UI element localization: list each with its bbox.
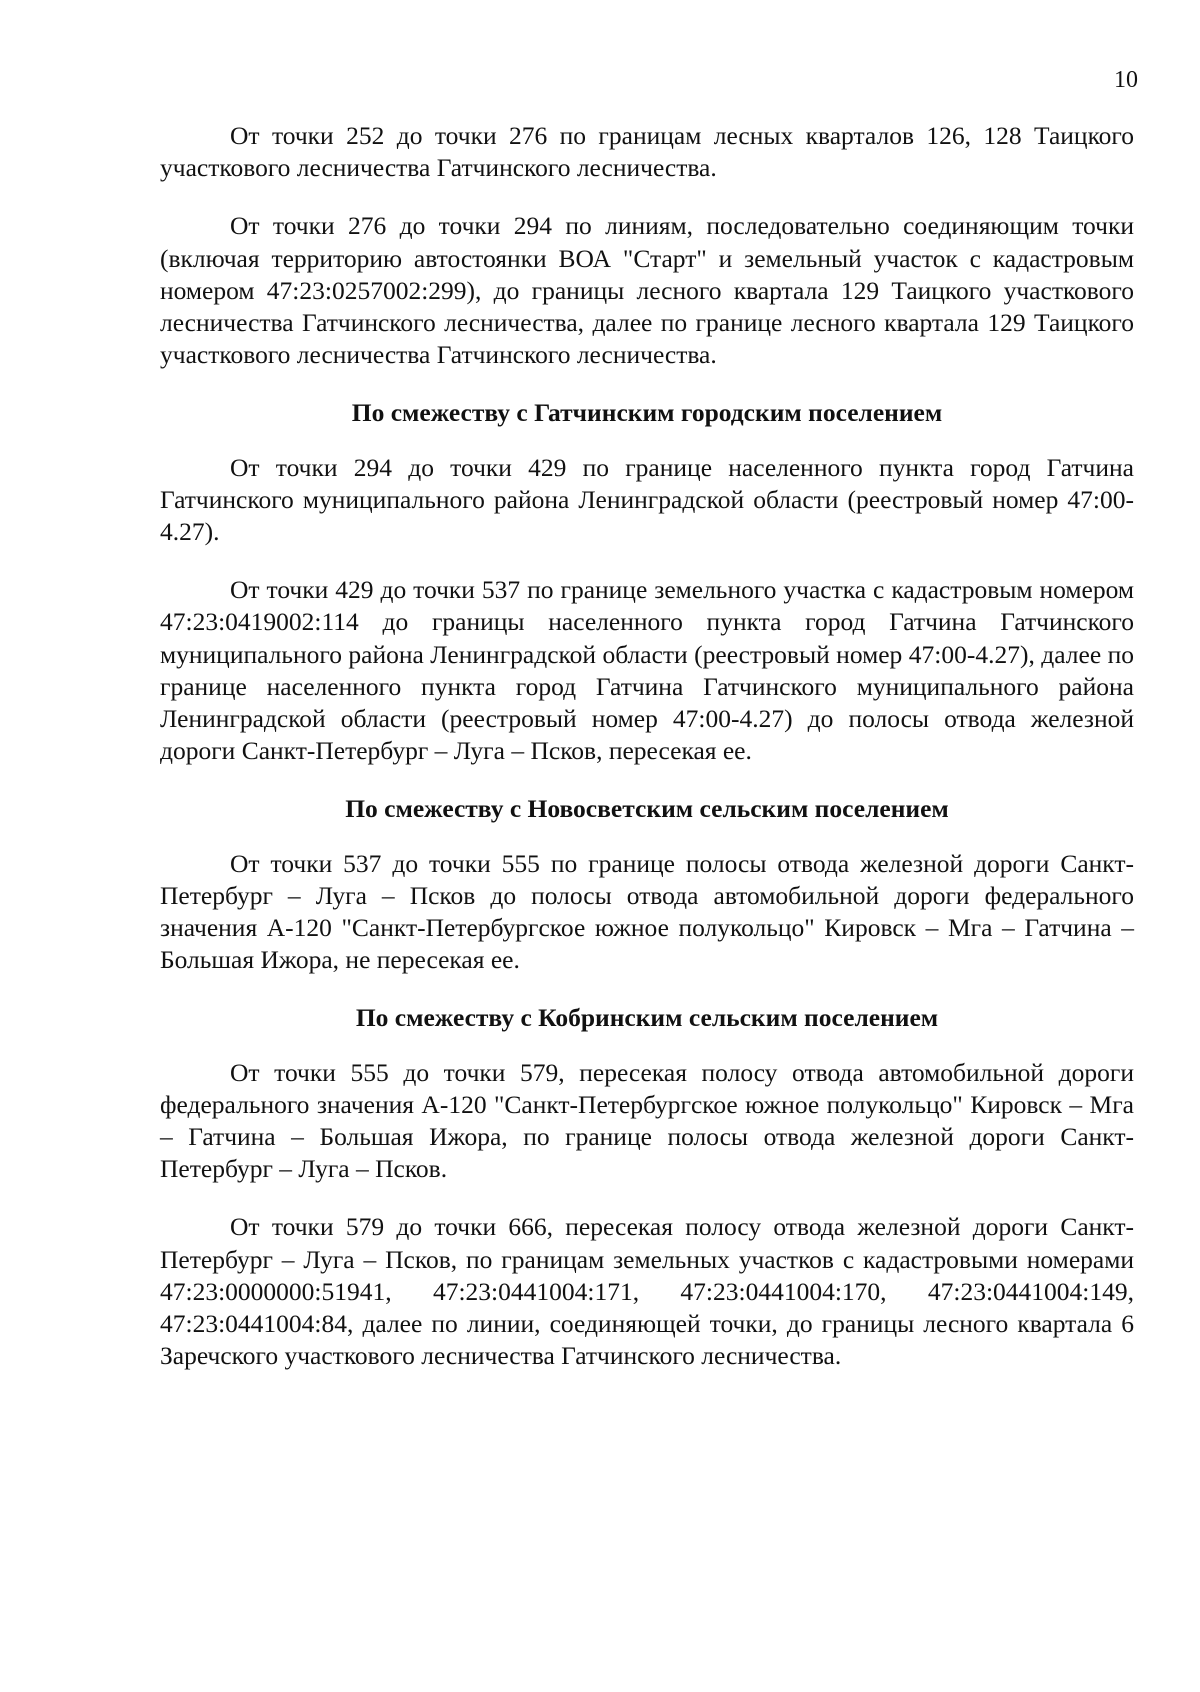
paragraph-points-555-579: От точки 555 до точки 579, пересекая полосу отвода автомобильной дороги федерального значения А-120 "Санкт-Петербургское южное полукольцо" Кировск – Мга – Гатчина – Большая Ижора, по границе полосы отвода железной дороги Санкт-Петербург – Луга – Псков. — [160, 1057, 1134, 1184]
heading-gap — [160, 826, 1134, 848]
paragraph-gap — [160, 976, 1134, 1002]
paragraph-points-252-276: От точки 252 до точки 276 по границам лесных кварталов 126, 128 Таицкого участкового лесничества Гатчинского лесничества. — [160, 121, 1134, 183]
section-heading-gatchina: По смежеству с Гатчинским городским поселением — [351, 398, 943, 428]
section-heading-novosvetskoe: По смежеству с Новосветским сельским поселением — [345, 794, 949, 824]
paragraph-gap — [160, 1185, 1134, 1211]
paragraph-points-294-429: От точки 294 до точки 429 по границе населенного пункта город Гатчина Гатчинского муниципального района Ленинградской области (реестровый номер 47:00-4.27). — [160, 452, 1134, 547]
paragraph-points-276-294: От точки 276 до точки 294 по линиям, последовательно соединяющим точки (включая территорию автостоянки ВОА "Старт" и земельный участок с кадастровым номером 47:23:0257002:299), до границы лесного квартала 129 Таицкого участкового лесничества Гатчинского лесничества, далее по границе лесного квартала 129 Таицкого участкового лесничества Гатчинского лесничества. — [160, 211, 1134, 370]
paragraph-gap — [160, 548, 1134, 574]
heading-gap — [160, 1035, 1134, 1057]
paragraph-gap — [160, 767, 1134, 793]
paragraph-points-429-537: От точки 429 до точки 537 по границе земельного участка с кадастровым номером 47:23:0419002:114 до границы населенного пункта город Гатчина Гатчинского муниципального района Ленинградской области (реестровый номер 47:00-4.27), далее по границе населенного пункта город Гатчина Гатчинского муниципального района Ленинградской области (реестровый номер 47:00-4.27) до полосы отвода железной дороги Санкт-Петербург – Луга – Псков, пересекая ее. — [160, 575, 1134, 766]
heading-gap — [160, 430, 1134, 452]
document-body — [160, 120, 1134, 1373]
paragraph-gap — [160, 371, 1134, 397]
page-number: 10 — [1114, 67, 1138, 93]
paragraph-points-579-666: От точки 579 до точки 666, пересекая полосу отвода железной дороги Санкт-Петербург – Луга – Псков, по границам земельных участков с кадастровыми номерами 47:23:0000000:51941, 47:23:0441004:171, 47:23:0441004:170, 47:23:0441004:149, 47:23:0441004:84, далее по линии, соединяющей точки, до границы лесного квартала 6 Заречского участкового лесничества Гатчинского лесничества. — [160, 1212, 1134, 1371]
section-heading-kobrinskoe: По смежеству с Кобринским сельским поселением — [355, 1003, 939, 1033]
paragraph-points-537-555: От точки 537 до точки 555 по границе полосы отвода железной дороги Санкт-Петербург – Луга – Псков до полосы отвода автомобильной дороги федерального значения А-120 "Санкт-Петербургское южное полукольцо" Кировск – Мга – Гатчина – Большая Ижора, не пересекая ее. — [160, 848, 1134, 975]
paragraph-gap — [160, 184, 1134, 210]
